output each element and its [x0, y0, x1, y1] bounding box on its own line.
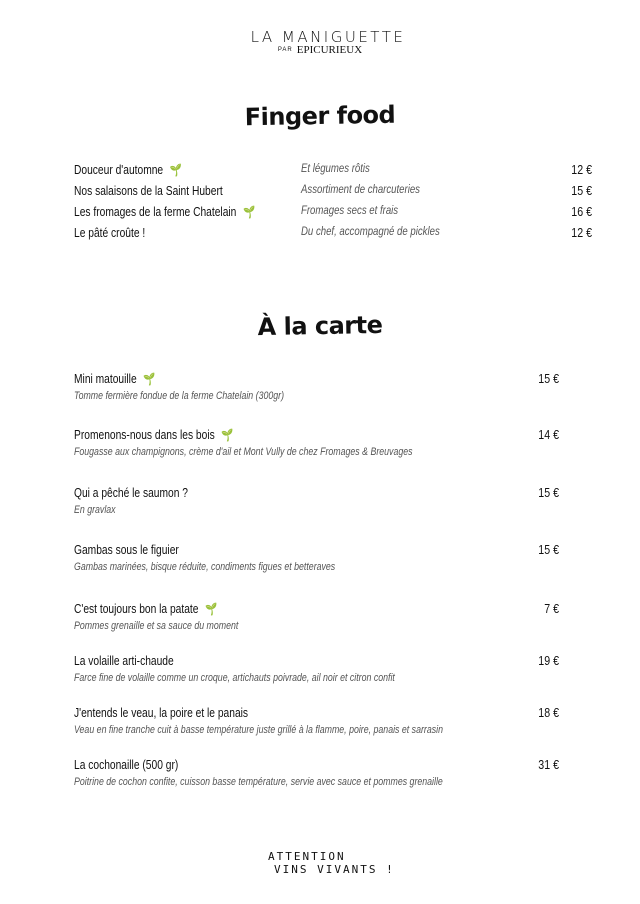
dish-price: 14 €	[538, 428, 559, 442]
dish-description: Pommes grenaille et sa sauce du moment	[74, 620, 239, 632]
dish-description: Fromages secs et frais	[301, 203, 399, 217]
dish-name	[74, 486, 188, 500]
vegetarian-sprout-icon: 🌱	[169, 163, 182, 177]
dish-name-text: Nos salaisons de la Saint Hubert	[74, 184, 223, 198]
dish-price: 15 €	[571, 184, 592, 198]
dish-name-text: Promenons-nous dans les bois	[74, 428, 215, 442]
dish-name-text: Gambas sous le figuier	[74, 543, 179, 557]
dish-name-text: Qui a pêché le saumon ?	[74, 486, 188, 500]
dish-description: Du chef, accompagné de pickles	[301, 224, 440, 238]
dish-description: Poitrine de cochon confite, cuisson basse température, servie avec sauce et pommes grenaille	[74, 776, 443, 788]
logo-subtitle	[0, 44, 640, 56]
dish-name-text: La volaille arti-chaude	[74, 654, 174, 668]
a-la-carte-title: À la carte	[257, 310, 383, 342]
dish-price: 7 €	[544, 602, 559, 616]
vegetarian-sprout-icon: 🌱	[205, 602, 218, 616]
vegetarian-sprout-icon: 🌱	[242, 205, 256, 219]
logo-epicurieux: EPICURIEUX	[296, 44, 363, 56]
dish-name	[74, 543, 179, 557]
dish-description: En gravlax	[74, 504, 116, 516]
dish-description: Farce fine de volaille comme un croque, artichauts poivrade, ail noir et citron confit	[74, 672, 395, 684]
dish-description: Tomme fermière fondue de la ferme Chatelain (300gr)	[74, 390, 285, 402]
dish-price: 12 €	[571, 226, 592, 240]
dish-description: Et légumes rôtis	[301, 161, 370, 175]
dish-name	[74, 706, 248, 720]
dish-name	[74, 184, 223, 198]
vegetarian-sprout-icon: 🌱	[143, 372, 156, 386]
dish-price: 31 €	[538, 758, 559, 772]
dish-price: 16 €	[571, 205, 592, 219]
dish-name	[74, 758, 178, 772]
dish-description: Gambas marinées, bisque réduite, condiments figues et betteraves	[74, 561, 336, 573]
footer-line-1: ATTENTION	[268, 850, 346, 863]
logo-par: PAR	[277, 47, 293, 53]
footer-line-2: VINS VIVANTS !	[274, 863, 395, 876]
dish-name-text: Les fromages de la ferme Chatelain	[74, 205, 237, 219]
dish-name	[74, 372, 155, 386]
dish-name-text: Douceur d'automne	[74, 163, 164, 177]
dish-name	[74, 163, 182, 177]
dish-name	[74, 654, 174, 668]
logo-title: LA MANIGUETTE	[250, 28, 406, 46]
dish-price: 12 €	[571, 163, 592, 177]
dish-description: Veau en fine tranche cuit à basse température juste grillé à la flamme, poire, panais et sarrasin	[74, 724, 443, 736]
dish-description: Fougasse aux champignons, crème d'ail et Mont Vully de chez Fromages & Breuvages	[74, 446, 413, 458]
dish-name-text: Le pâté croûte !	[74, 226, 146, 240]
vegetarian-sprout-icon: 🌱	[221, 428, 234, 442]
dish-price: 15 €	[538, 543, 559, 557]
dish-price: 15 €	[538, 486, 559, 500]
dish-name-text: C'est toujours bon la patate	[74, 602, 199, 616]
dish-description: Assortiment de charcuteries	[301, 182, 420, 196]
finger-food-title: Finger food	[244, 100, 396, 132]
dish-name-text: La cochonaille (500 gr)	[74, 758, 179, 772]
dish-name	[74, 602, 217, 616]
dish-price: 19 €	[538, 654, 559, 668]
dish-name	[74, 205, 255, 219]
dish-name	[74, 226, 145, 240]
dish-price: 18 €	[538, 706, 559, 720]
dish-name	[74, 428, 234, 442]
dish-name-text: J'entends le veau, la poire et le panais	[74, 706, 249, 720]
dish-name-text: Mini matouille	[74, 372, 137, 386]
dish-price: 15 €	[538, 372, 559, 386]
